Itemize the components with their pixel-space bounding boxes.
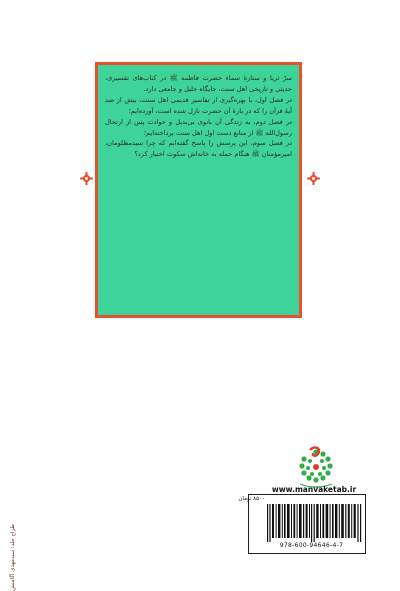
publisher-website: www.manvaketab.ir: [271, 485, 357, 494]
barcode-icon: [267, 504, 363, 542]
barcode-box: [238, 494, 366, 554]
description-panel-frame: [95, 62, 302, 318]
description-paragraph-4: در فصل سوم، این پرسش را پاسخ گفته‌ایم که چرا سیدمظلومان، امیرمؤمنان ﷺ هنگام حمله به خانه‌اش سکوت اختیار کرد؟: [105, 139, 292, 159]
description-paragraph-2: در فصل اول، با بهره‌گیری از تفاسیر قدیمی اهل سنت، بیش از صد آیهٔ قرآن را که در بارهٔ آن حضرت نازل شده است، آورده‌ایم؛: [105, 95, 292, 115]
description-paragraph-1: سرّ ثریا و ستارهٔ سماء حضرت فاطمه ﷺ در کتاب‌های تفسیری، حدیثی و تاریخی اهل سنت، جایگاه جلیل و جامعی دارد.: [105, 74, 292, 93]
isbn-number: 978-600-94646-4-7: [279, 542, 344, 549]
cover-designer-credit: طراح جلد: سیدمهدی آگامنش: [10, 524, 16, 591]
publisher-logo-icon: [296, 446, 336, 488]
price-label: ۸۵۰۰ تومان: [238, 496, 265, 502]
ornament-right-icon: [307, 172, 320, 185]
ornament-left-icon: [80, 172, 93, 185]
description-panel: [98, 65, 299, 315]
description-paragraph-3: در فصل دوم، به زندگی آن بانوی بی‌بدیل و حوادث پس از ارتحال رسول‌الله ﷺ از منابع دست اول اهل سنت پرداخته‌ایم؛: [105, 117, 292, 137]
